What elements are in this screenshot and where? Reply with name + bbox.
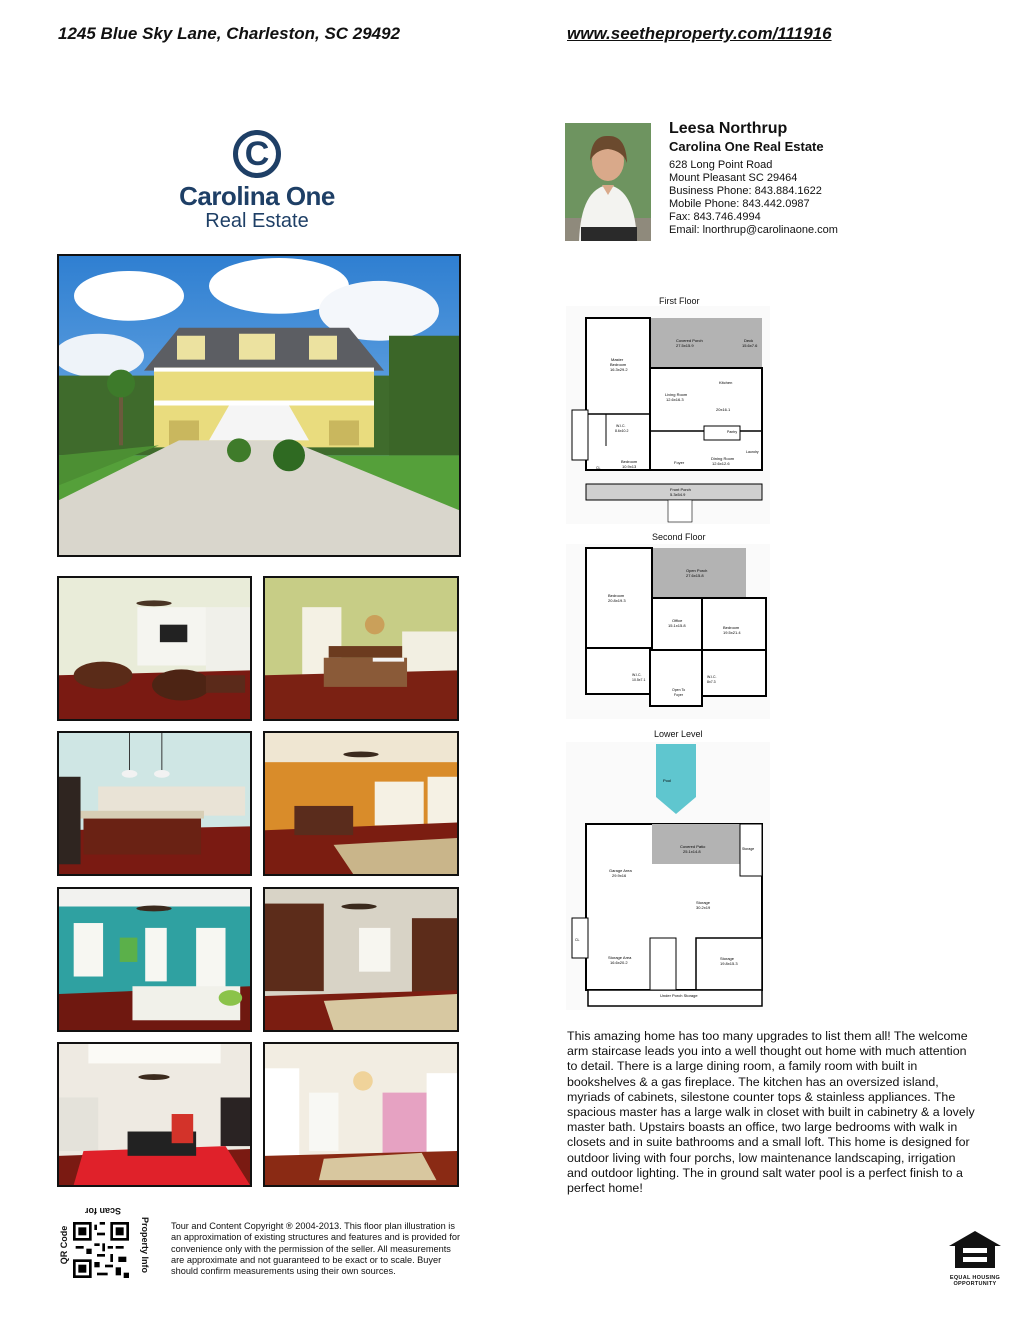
svg-text:Bedroom: Bedroom [608,593,625,598]
svg-text:10.9x13: 10.9x13 [622,464,637,469]
svg-text:W.I.C.: W.I.C. [632,673,642,677]
svg-text:25.1x14.8: 25.1x14.8 [683,849,701,854]
svg-text:Living Room: Living Room [665,392,688,397]
agent-mobile-phone: Mobile Phone: 843.442.0987 [669,198,810,210]
svg-text:Office: Office [672,618,683,623]
svg-text:Open Porch: Open Porch [686,568,708,573]
main-house-photo [57,254,461,557]
svg-text:5.3x54.9: 5.3x54.9 [670,492,686,497]
svg-text:Bedroom: Bedroom [610,362,627,367]
brokerage-logo [164,122,350,242]
master-bedroom-photo [263,731,459,876]
qr-code-icon[interactable] [73,1222,129,1278]
lower-level-plan [566,742,770,1010]
dining-room-photo [263,576,459,721]
svg-text:19.8x15.3: 19.8x15.3 [720,961,738,966]
svg-text:8.6x10.2: 8.6x10.2 [615,429,629,433]
svg-text:CL: CL [575,938,580,942]
svg-text:Master: Master [611,357,624,362]
svg-text:15.1x15.8: 15.1x15.8 [668,623,686,628]
qr-right-label: Property Info [140,1216,150,1273]
svg-text:Garage Area: Garage Area [609,868,632,873]
agent-fax: Fax: 843.746.4994 [669,211,761,223]
agent-address-line1: 628 Long Point Road [669,159,773,171]
svg-text:29.9x16: 29.9x16 [612,873,627,878]
agent-company: Carolina One Real Estate [669,139,824,154]
second-floor-title: Second Floor [652,532,706,542]
first-floor-plan [566,306,770,524]
agent-name: Leesa Northrup [669,120,788,137]
svg-text:Covered Porch: Covered Porch [676,338,703,343]
svg-text:CL: CL [596,466,601,470]
svg-text:Bedroom: Bedroom [723,625,740,630]
svg-text:W.I.C.: W.I.C. [707,675,717,679]
svg-text:Foyer: Foyer [674,693,683,697]
svg-text:12.6x12.6: 12.6x12.6 [712,461,730,466]
svg-text:Laundry: Laundry [746,450,759,454]
office-photo [263,887,459,1032]
svg-text:Foyer: Foyer [674,460,685,465]
svg-text:20.8x19.3: 20.8x19.3 [608,598,626,603]
equal-housing-line2: OPPORTUNITY [953,1281,997,1287]
svg-text:15.6x7.6: 15.6x7.6 [742,343,758,348]
family-room-photo [57,576,252,721]
playroom-photo [263,1042,459,1187]
svg-text:Covered Patio: Covered Patio [680,844,706,849]
svg-text:W.I.C.: W.I.C. [616,424,626,428]
svg-text:Pool: Pool [663,778,672,783]
svg-text:Open To: Open To [672,688,686,692]
logo-name: Carolina One [179,181,335,211]
property-url-link[interactable]: www.seetheproperty.com/111916 [567,24,832,43]
svg-text:Storage Area: Storage Area [608,955,632,960]
svg-text:Storage: Storage [742,847,755,851]
property-address: 1245 Blue Sky Lane, Charleston, SC 29492 [58,24,401,43]
media-room-photo [57,1042,252,1187]
svg-text:Bedroom: Bedroom [621,459,638,464]
equal-housing-logo [945,1230,1005,1290]
svg-text:12.6x16.3: 12.6x16.3 [666,397,684,402]
svg-text:19.5x21.4: 19.5x21.4 [723,630,741,635]
agent-business-phone: Business Phone: 843.884.1622 [669,185,822,197]
agent-email: Email: lnorthrup@carolinaone.com [669,224,838,236]
qr-code-block[interactable] [58,1206,150,1282]
agent-address-line2: Mount Pleasant SC 29464 [669,172,798,184]
svg-text:Storage: Storage [696,900,711,905]
agent-photo [565,123,651,241]
equal-housing-house-icon [947,1230,1003,1270]
svg-text:Storage: Storage [720,956,735,961]
svg-text:Kitchen: Kitchen [719,380,733,385]
equal-housing-line1: EQUAL HOUSING [949,1275,1001,1281]
copyright-c-logo-icon: C [233,130,281,178]
qr-top-label: Scan for [85,1206,122,1216]
svg-text:27.5x15.9: 27.5x15.9 [676,343,694,348]
second-floor-plan [566,544,770,719]
svg-text:Front Porch: Front Porch [670,487,691,492]
kitchen-photo [57,731,252,876]
svg-text:Pantry: Pantry [727,430,738,434]
svg-text:16.3x29.2: 16.3x29.2 [610,367,628,372]
svg-text:Deck: Deck [744,338,754,343]
svg-text:8x7.3: 8x7.3 [707,680,716,684]
property-description: This amazing home has too many upgrades to list them all! The welcome arm staircase leads you into a well thought out home with much attention to detail. There is a large dining room, a family room with built in bookshelves & a gas fireplace. The kitchen has an oversized island, myriads of cabinets, silestone counter tops & stainless appliances. The spacious master has a large walk in closet with built in cabinetry & a lovely master bath. Upstairs boasts an office, two large bedrooms with walk in closets and in suite bathrooms and a small loft. This home is designed for outdoor living with four porchs, low maintenance landscaping, irrigation and outdoor lighting. The in ground salt water pool is a perfect finish to a perfect home! [567,1029,975,1196]
svg-text:Dining Room: Dining Room [711,456,735,461]
svg-text:27.6x15.8: 27.6x15.8 [686,573,704,578]
copyright-disclaimer: Tour and Content Copyright ® 2004-2013. This floor plan illustration is an approximation of existing structures and features and is provided for convenience only with the permission of the seller. All measurements are approximate and not guaranteed to be exact or to scale. Buyer should confirm measurements using their own sources. [171,1221,461,1277]
svg-text:16.6x20.2: 16.6x20.2 [610,960,628,965]
teal-bedroom-photo [57,887,252,1032]
first-floor-title: First Floor [659,296,700,306]
svg-text:30.2x19: 30.2x19 [696,905,711,910]
qr-left-label: QR Code [59,1225,69,1265]
lower-level-title: Lower Level [654,729,703,739]
logo-subtitle: Real Estate [205,210,309,232]
svg-text:20x16.1: 20x16.1 [716,407,731,412]
svg-text:Under Porch Storage: Under Porch Storage [660,993,698,998]
svg-text:10.5x7.1: 10.5x7.1 [632,678,646,682]
